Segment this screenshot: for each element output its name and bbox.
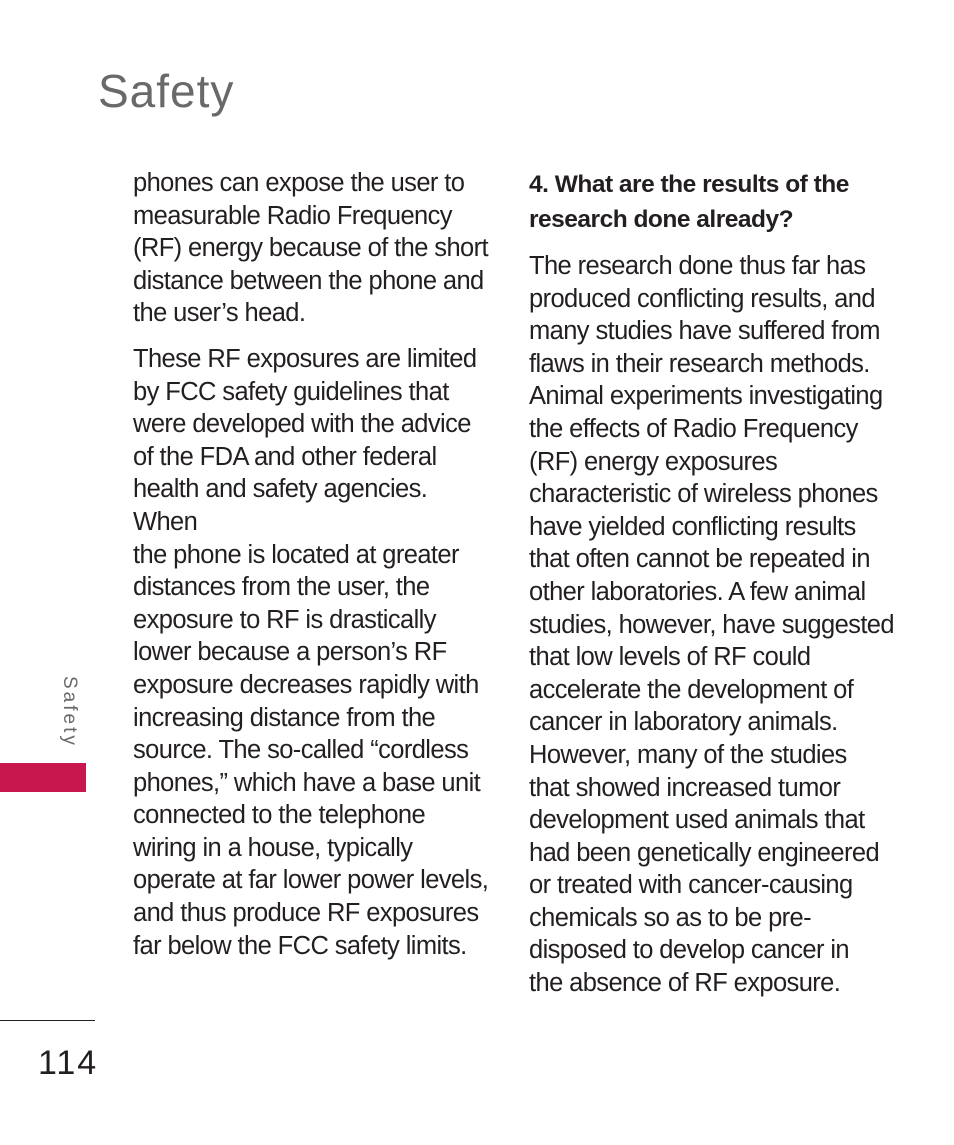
side-tab-marker [0, 763, 86, 792]
side-tab-label: Safety [59, 676, 80, 748]
section-heading: 4. What are the results of the research done already? [529, 171, 849, 233]
left-paragraph-1: phones can expose the user to measurable Radio Frequency (RF) energy because of the short distance between the phone and the user’s head. [133, 169, 488, 328]
left-column [133, 167, 493, 975]
right-column [529, 167, 899, 1013]
page-title: Safety [98, 65, 235, 117]
footer-divider [0, 1020, 95, 1021]
page-number: 114 [38, 1044, 99, 1082]
left-paragraph-2: These RF exposures are limited by FCC safety guidelines that were developed with the advice of the FDA and other federal health and safety agencies. When the phone is located at greater distances from the user, the exposure to RF is drastically lower because a person’s RF exposure decreases rapidly with increasing distance from the source. The so-called “cordless phones,” which have a base unit connected to the telephone wiring in a house, typically operate at far lower power levels, and thus produce RF exposures far below the FCC safety limits. [133, 344, 489, 960]
right-paragraph: The research done thus far has produced conflicting results, and many studies have suffered from flaws in their research methods. Animal experiments investigating the effects of Radio Frequency (RF) energy exposures characteristic of wireless phones have yielded conflicting results that often cannot be repeated in other laboratories. A few animal studies, however, have suggested that low levels of RF could accelerate the development of cancer in laboratory animals. However, many of the studies that showed increased tumor development used animals that had been genetically engineered or treated with cancer-causing chemicals so as to be pre- disposed to develop cancer in the absence of RF exposure. [529, 252, 894, 998]
